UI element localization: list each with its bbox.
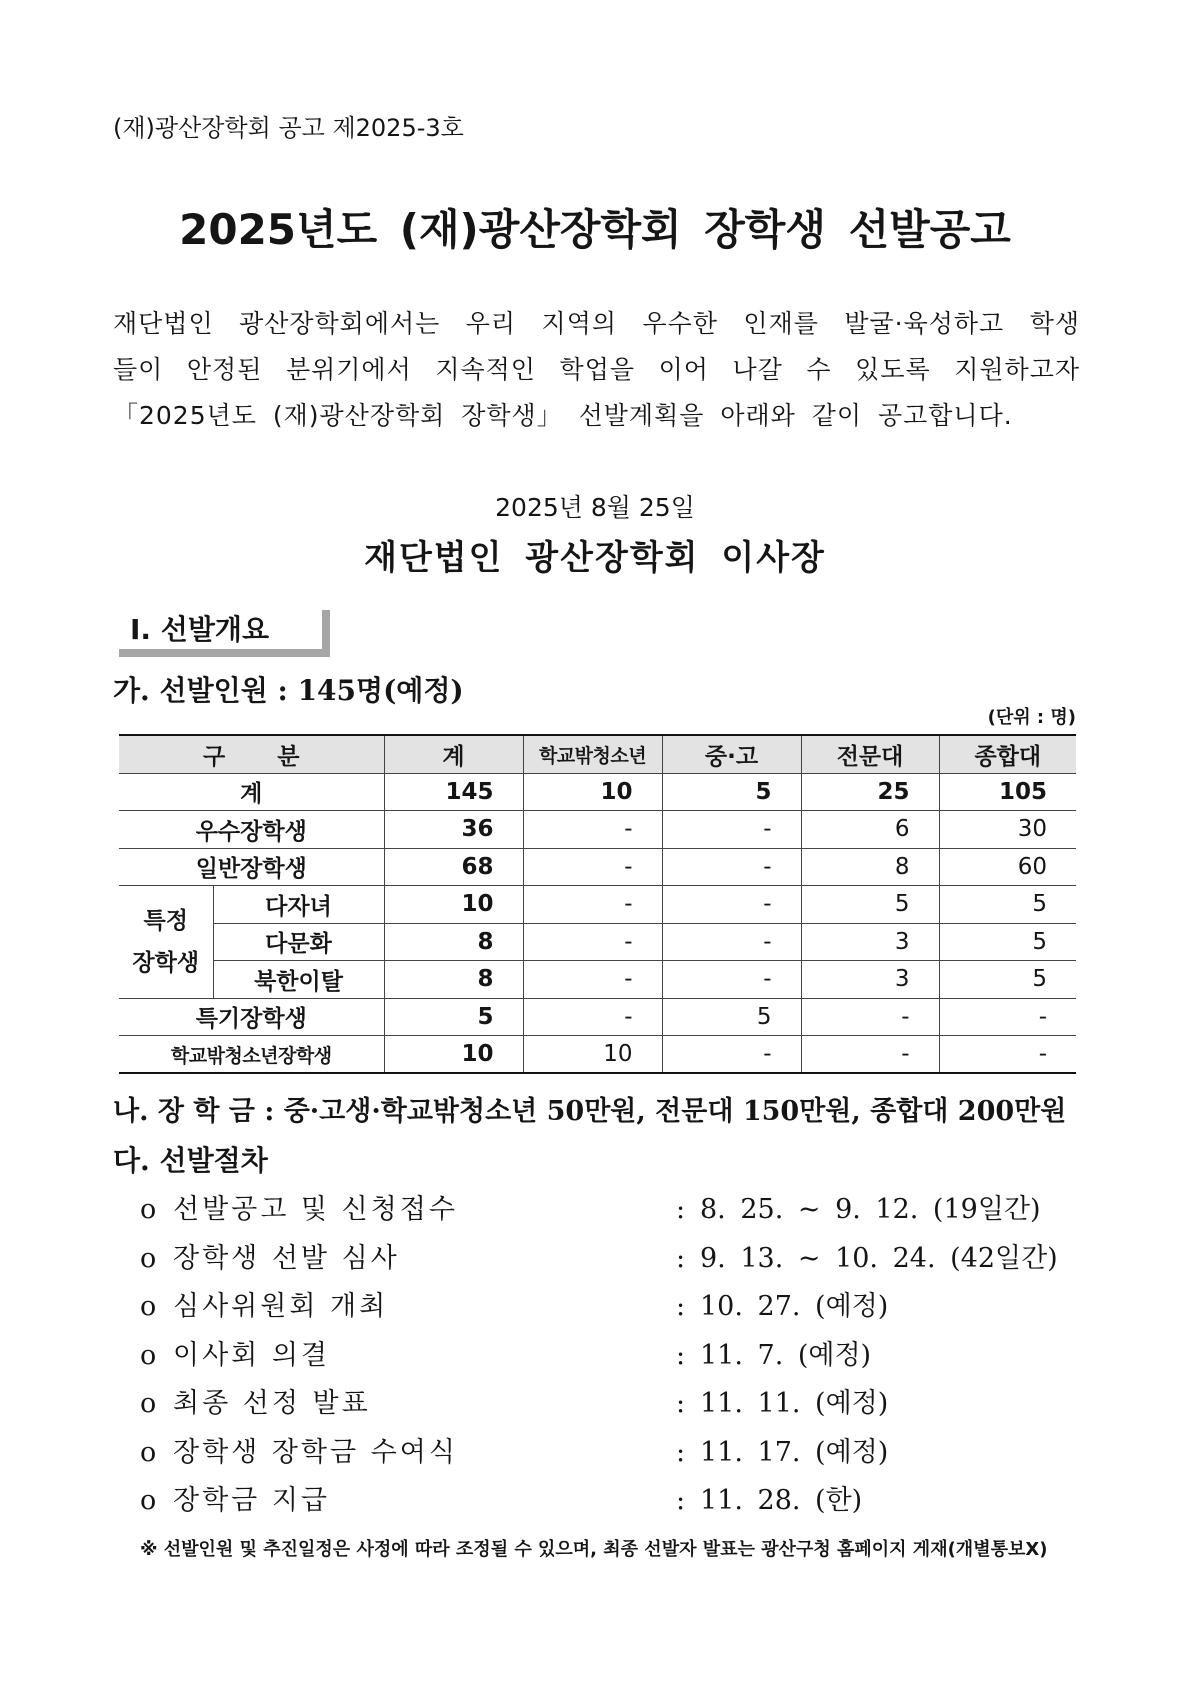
- cell-total: 10: [384, 886, 523, 924]
- cell-label: 다문화: [213, 923, 384, 961]
- schedule-label: 심사위원회 개최: [173, 1291, 389, 1322]
- table-row-total: [119, 773, 1076, 811]
- schedule-label: 장학생 선발 심사: [173, 1242, 400, 1274]
- table-row-multi-child: [119, 886, 1076, 924]
- schedule-item: [0, 1283, 1190, 1332]
- cell-junior-college: 8: [801, 848, 939, 886]
- cell-total: 8: [384, 961, 523, 999]
- cell-out-of-school: 10: [523, 1036, 662, 1074]
- schedule-date: 11. 17. (예정): [700, 1436, 889, 1468]
- cell-label: 일반장학생: [119, 848, 384, 886]
- table-row-out-of-school-youth: [119, 1036, 1076, 1074]
- cell-label: 우수장학생: [119, 811, 384, 849]
- schedule-item: [0, 1477, 1190, 1526]
- schedule-item: [0, 1380, 1190, 1429]
- cell-total: 8: [384, 923, 523, 961]
- table-header-row: [119, 735, 1076, 773]
- cell-middle-high: -: [662, 886, 801, 924]
- cell-out-of-school: -: [523, 886, 662, 924]
- schedule-separator: :: [676, 1194, 686, 1225]
- bullet: o: [140, 1194, 157, 1225]
- cell-total: 10: [384, 1036, 523, 1074]
- special-group-label-line: 특정: [143, 907, 188, 934]
- selection-count: 가. 선발인원 : 145명(예정): [113, 674, 464, 707]
- intro-line: 재단법인 광산장학회에서는 우리 지역의 우수한 인재를 발굴·육성하고 학생: [113, 309, 1080, 338]
- page-title: 2025년도 (재)광산장학회 장학생 선발공고: [179, 205, 1011, 254]
- cell-total: 145: [384, 773, 523, 811]
- cell-label: 계: [119, 773, 384, 811]
- schedule-date: 11. 28. (한): [700, 1485, 863, 1516]
- cell-middle-high: -: [662, 848, 801, 886]
- schedule-date: 10. 27. (예정): [700, 1291, 889, 1322]
- cell-total: 36: [384, 811, 523, 849]
- notice-number: (재)광산장학회 공고 제2025-3호: [113, 114, 464, 142]
- special-group-label: [119, 886, 213, 999]
- header-junior-college: 전문대: [801, 735, 939, 773]
- table-row-north-korean-defector: [119, 961, 1076, 999]
- cell-out-of-school: -: [523, 998, 662, 1036]
- cell-out-of-school: -: [523, 961, 662, 999]
- schedule-date: 9. 13. ~ 10. 24. (42일간): [700, 1242, 1058, 1274]
- cell-label: 특기장학생: [119, 998, 384, 1036]
- cell-label: 학교밖청소년장학생: [119, 1036, 384, 1074]
- schedule-separator: :: [676, 1388, 686, 1419]
- special-group-label-line: 장학생: [132, 949, 200, 976]
- schedule-item: [0, 1332, 1190, 1381]
- header-middle-high: 중·고: [662, 735, 801, 773]
- section-heading-overview: Ⅰ. 선발개요: [119, 610, 330, 657]
- selection-overview-table: [119, 734, 1076, 1074]
- cell-university: 60: [939, 848, 1076, 886]
- selection-schedule: [0, 1186, 1190, 1526]
- schedule-item: [0, 1235, 1190, 1284]
- bullet: o: [140, 1242, 157, 1274]
- cell-junior-college: 3: [801, 923, 939, 961]
- schedule-label: 장학생 장학금 수여식: [173, 1436, 458, 1468]
- cell-junior-college: -: [801, 998, 939, 1036]
- schedule-separator: :: [676, 1485, 686, 1516]
- schedule-label: 이사회 의결: [173, 1339, 330, 1371]
- issuer-name: 재단법인 광산장학회 이사장: [364, 538, 826, 578]
- procedure-heading: 다. 선발절차: [113, 1144, 268, 1177]
- schedule-separator: :: [676, 1242, 686, 1274]
- header-out-of-school: 학교밖청소년: [523, 735, 662, 773]
- header-total: 계: [384, 735, 523, 773]
- table-row-excellent: [119, 811, 1076, 849]
- bullet: o: [140, 1436, 157, 1468]
- cell-label: 다자녀: [213, 886, 384, 924]
- schedule-date: 8. 25. ~ 9. 12. (19일간): [700, 1194, 1041, 1225]
- cell-junior-college: -: [801, 1036, 939, 1074]
- table-row-talent: [119, 998, 1076, 1036]
- cell-middle-high: -: [662, 923, 801, 961]
- bullet: o: [140, 1388, 157, 1419]
- cell-label: 북한이탈: [213, 961, 384, 999]
- cell-university: 30: [939, 811, 1076, 849]
- cell-middle-high: -: [662, 811, 801, 849]
- cell-university: -: [939, 998, 1076, 1036]
- table-row-general: [119, 848, 1076, 886]
- header-university: 종합대: [939, 735, 1076, 773]
- cell-junior-college: 3: [801, 961, 939, 999]
- bullet: o: [140, 1291, 157, 1322]
- intro-line: 들이 안정된 분위기에서 지속적인 학업을 이어 나갈 수 있도록 지원하고자: [113, 355, 1080, 384]
- schedule-label: 선발공고 및 신청접수: [173, 1194, 458, 1225]
- bullet: o: [140, 1485, 157, 1516]
- schedule-date: 11. 7. (예정): [700, 1339, 872, 1371]
- cell-junior-college: 25: [801, 773, 939, 811]
- cell-university: 5: [939, 961, 1076, 999]
- schedule-separator: :: [676, 1436, 686, 1468]
- intro-paragraph: [113, 301, 1080, 439]
- cell-middle-high: -: [662, 1036, 801, 1074]
- cell-university: 105: [939, 773, 1076, 811]
- schedule-item: [0, 1429, 1190, 1478]
- schedule-date: 11. 11. (예정): [700, 1388, 889, 1419]
- bullet: o: [140, 1339, 157, 1371]
- scholarship-amount: 나. 장 학 금 : 중·고생·학교밖청소년 50만원, 전문대 150만원, 종합대 200만원: [113, 1096, 1067, 1127]
- table-row-multicultural: [119, 923, 1076, 961]
- cell-university: 5: [939, 923, 1076, 961]
- footnote: ※ 선발인원 및 추진일정은 사정에 따라 조정될 수 있으며, 최종 선발자 발표는 광산구청 홈페이지 게재(개별통보X): [140, 1539, 1048, 1560]
- intro-line: 「2025년도 (재)광산장학회 장학생」 선발계획을 아래와 같이 공고합니다.: [113, 401, 1013, 430]
- unit-note: (단위 : 명): [987, 707, 1076, 728]
- cell-out-of-school: 10: [523, 773, 662, 811]
- cell-out-of-school: -: [523, 923, 662, 961]
- schedule-separator: :: [676, 1339, 686, 1371]
- cell-university: 5: [939, 886, 1076, 924]
- cell-total: 5: [384, 998, 523, 1036]
- cell-university: -: [939, 1036, 1076, 1074]
- cell-total: 68: [384, 848, 523, 886]
- cell-middle-high: 5: [662, 998, 801, 1036]
- header-category: 구 분: [119, 735, 384, 773]
- cell-junior-college: 5: [801, 886, 939, 924]
- schedule-item: [0, 1186, 1190, 1235]
- cell-out-of-school: -: [523, 811, 662, 849]
- schedule-label: 장학금 지급: [173, 1485, 330, 1516]
- schedule-label: 최종 선정 발표: [173, 1388, 371, 1419]
- cell-middle-high: 5: [662, 773, 801, 811]
- cell-middle-high: -: [662, 961, 801, 999]
- notice-date: 2025년 8월 25일: [495, 493, 695, 522]
- schedule-separator: :: [676, 1291, 686, 1322]
- cell-out-of-school: -: [523, 848, 662, 886]
- cell-junior-college: 6: [801, 811, 939, 849]
